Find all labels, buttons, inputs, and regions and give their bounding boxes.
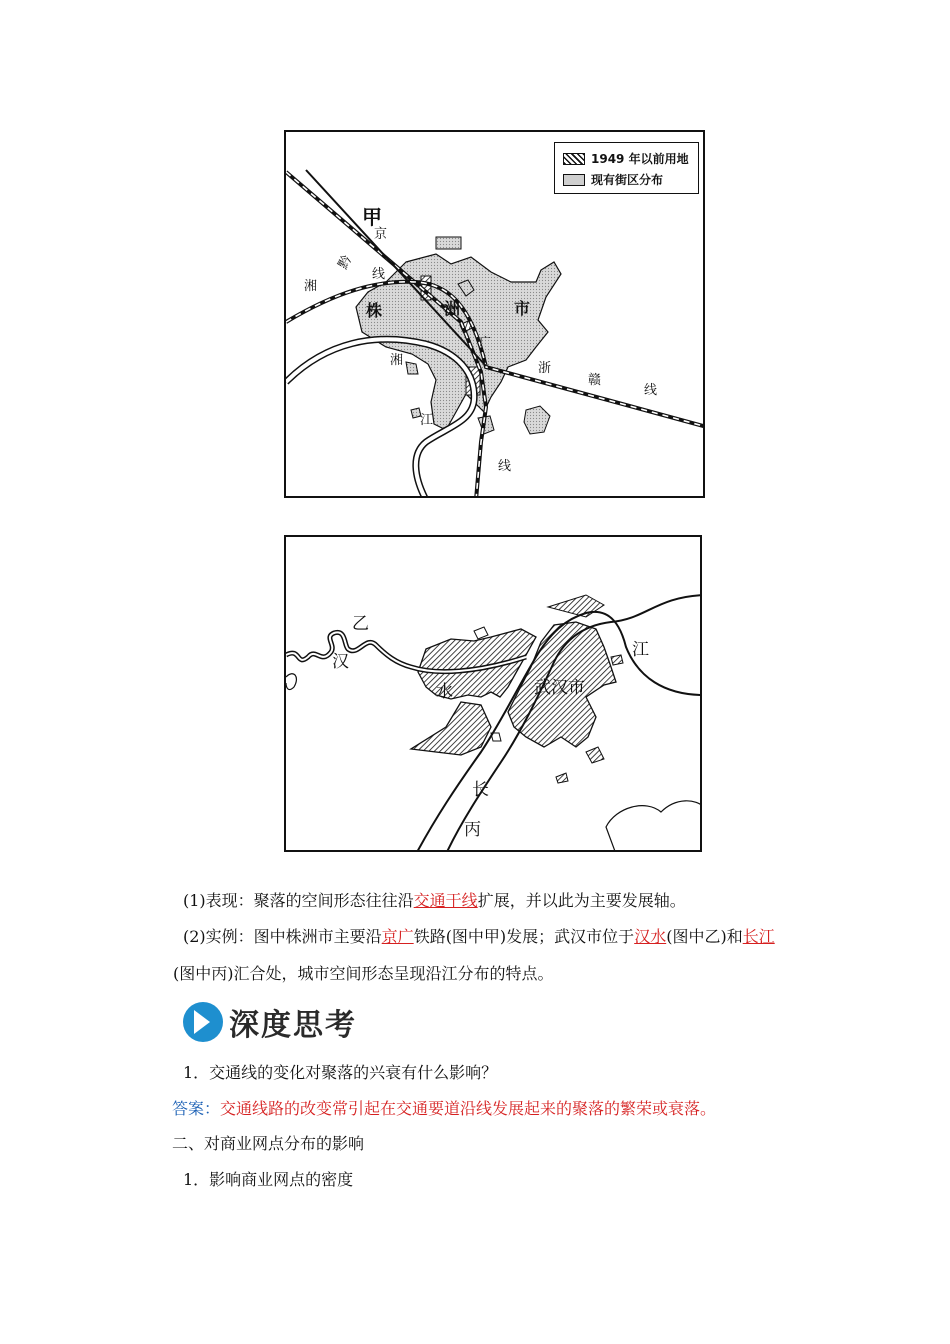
p1-suffix: 扩展，并以此为主要发展轴。 <box>477 891 686 910</box>
label-xian3: 线 <box>498 459 512 474</box>
p1-prefix: (1)表现：聚落的空间形态往往沿 <box>183 891 414 910</box>
label-jiang: 江 <box>632 640 649 660</box>
wuhan-map <box>284 535 702 852</box>
label-zhou: 洲 <box>444 299 461 318</box>
label-zhu: 株 <box>366 301 383 320</box>
label-gan: 赣 <box>588 373 602 388</box>
answer-text: 交通线路的改变常引起在交通要道沿线发展起来的聚落的繁荣或衰落。 <box>220 1099 717 1118</box>
label-shi: 市 <box>514 299 531 318</box>
label-chang: 长 <box>472 780 489 800</box>
p2-mid1: 铁路(图中甲)发展；武汉市位于 <box>413 927 635 946</box>
legend-label-current: 现有街区分布 <box>591 173 664 187</box>
legend-item-pre1949 <box>563 150 689 167</box>
dot-swatch <box>563 174 585 186</box>
city-block <box>436 237 461 249</box>
wuhan-map-drawing <box>286 537 702 852</box>
city-block <box>406 362 418 374</box>
city-block <box>524 406 550 434</box>
p1-keyword: 交通干线 <box>413 891 478 910</box>
p2-prefix: (2)实例：图中株洲市主要沿 <box>183 927 382 946</box>
p2-keyword-changjiang: 长江 <box>742 927 775 946</box>
legend-item-current <box>563 171 663 188</box>
label-guang: 广 <box>479 335 492 349</box>
heading-commercial: 二、对商业网点分布的影响 <box>172 1134 365 1153</box>
label-bing: 丙 <box>464 820 481 840</box>
section-title: 深度思考 <box>229 1008 357 1043</box>
p2-keyword-hanshui: 汉水 <box>634 927 667 946</box>
city-block <box>611 655 623 665</box>
label-jing: 京 <box>374 227 388 242</box>
label-shui: 水 <box>436 682 453 702</box>
label-zhe: 浙 <box>538 361 552 376</box>
p2-mid2: (图中乙)和 <box>666 927 743 946</box>
label-wuhan: 武汉市 <box>534 678 585 698</box>
lake <box>286 674 296 690</box>
paragraph-example-cont: (图中丙)汇合处，城市空间形态呈现沿江分布的特点。 <box>173 964 554 983</box>
section-banner <box>183 1000 357 1044</box>
city-block <box>556 773 568 783</box>
p2-keyword-jingguang: 京广 <box>381 927 414 946</box>
label-qian: 黔 <box>335 253 356 272</box>
question-1: 1．交通线的变化对聚落的兴衰有什么影响？ <box>183 1063 498 1082</box>
label-jiang: 江 <box>420 413 434 428</box>
answer-1 <box>172 1098 716 1120</box>
paragraph-example <box>183 926 775 948</box>
hatch-swatch <box>563 153 585 165</box>
city-block <box>586 747 604 763</box>
item-density: 1．影响商业网点的密度 <box>183 1170 354 1189</box>
label-han: 汉 <box>332 652 349 672</box>
label-yi: 乙 <box>352 614 369 634</box>
paragraph-performance <box>183 890 686 912</box>
chevron-right-icon <box>183 1002 223 1042</box>
zhuzhou-map <box>284 130 705 498</box>
lake <box>606 801 702 852</box>
small-lake <box>474 627 488 639</box>
map-legend <box>554 142 699 194</box>
answer-label: 答案： <box>172 1099 221 1118</box>
wuhan-city-area-south <box>411 702 491 755</box>
label-xian2: 线 <box>644 383 658 398</box>
label-xian1: 线 <box>372 267 386 282</box>
label-xiang-qian: 湘 <box>304 279 318 294</box>
legend-label-pre1949: 1949 年以前用地 <box>591 152 689 166</box>
label-jia: 甲 <box>362 205 382 229</box>
island-block <box>548 595 604 617</box>
label-xiang-river: 湘 <box>390 353 404 368</box>
